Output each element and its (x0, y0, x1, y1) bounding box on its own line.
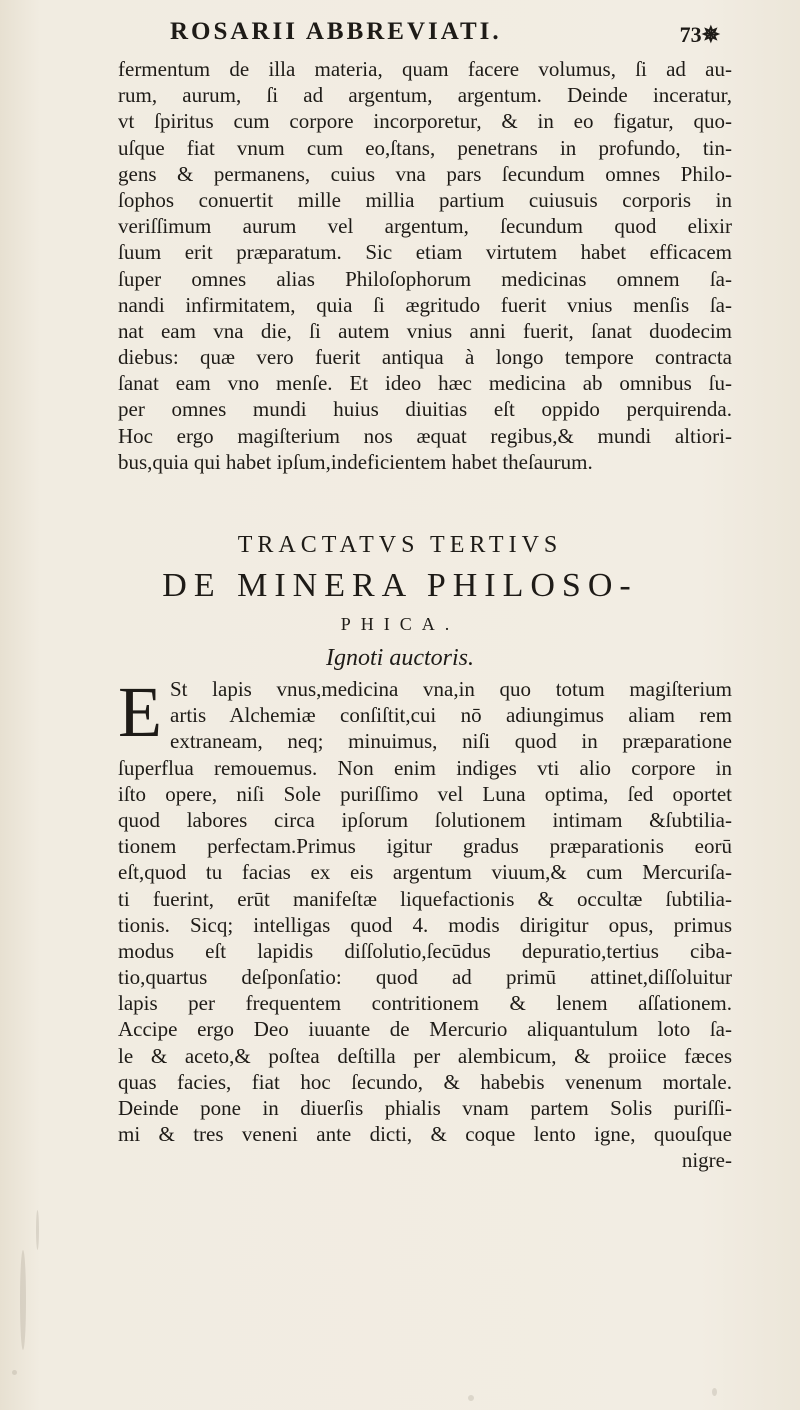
treatise-title: DE MINERA PHILOSO- (162, 567, 638, 604)
text-line: ſuum erit præparatum. Sic etiam virtutem habet efficacem (118, 240, 732, 265)
text-line: iſto opere, niſi Sole puriſſimo vel Luna optima, ſed oportet (118, 781, 732, 806)
paper-stain (20, 1250, 26, 1350)
text-line: tionem perfectam.Primus igitur gradus præparationis eorū (118, 834, 732, 859)
text-line: lapis per frequentem contritionem & lenem aſſationem. (118, 991, 732, 1016)
text-line: extraneam, neq; minuimus, niſi quod in præparatione (170, 729, 732, 754)
text-line: St lapis vnus,medicina vna,in quo totum magiſterium (170, 677, 732, 701)
paper-speck (12, 1370, 17, 1375)
paper-speck (712, 1388, 717, 1396)
paper-stain (36, 1210, 39, 1250)
text-line: ſophos conuertit mille millia partium cuiusuis corporis in (118, 187, 732, 212)
page-number: 73✵ (679, 22, 720, 47)
running-title: ROSARII ABBREVIATI. (170, 18, 502, 45)
text-line: Deinde pone in diuerſis phialis vnam partem Solis puriſſi- (118, 1096, 732, 1120)
text-line: uſque fiat vnum cum eo,ſtans, penetrans in profundo, tin- (118, 135, 732, 160)
text-line: quod labores circa ipſorum ſolutionem intimam &ſubtilia- (118, 807, 732, 832)
text-line: Accipe ergo Deo iuuante de Mercurio aliquantulum loto ſa- (118, 1017, 732, 1042)
text-line: rum, aurum, ſi ad argentum, argentum. Deinde inceratur, (118, 83, 732, 108)
text-line: ſuper omnes alias Philoſophorum medicinas omnem ſa- (118, 266, 732, 291)
text-line: diebus: quæ vero fuerit antiqua à longo tempore contracta (118, 345, 732, 370)
text-line: bus,quia qui habet ipſum,indeficientem habet theſaurum. (118, 449, 593, 474)
text-line: modus eſt lapidis diſſolutio,ſecūdus depuratio,tertius ciba- (118, 938, 732, 963)
text-line: artis Alchemiæ conſiſtit,cui nō adiungimus aliam rem (170, 703, 732, 728)
text-line: tio,quartus deſponſatio: quod ad primū attinet,diſſoluitur (118, 965, 732, 990)
text-line: ſanat eam vno menſe. Et ideo hæc medicina ab omnibus ſu- (118, 371, 732, 396)
paper-speck (468, 1395, 474, 1401)
text-line: per omnes mundi huius diuitias eſt oppido perquirenda. (118, 397, 732, 422)
text-line: fermentum de illa materia, quam facere volumus, ſi ad au- (118, 57, 732, 81)
author-attribution: Ignoti auctoris. (326, 645, 474, 671)
text-line: Hoc ergo magiſterium nos æquat regibus,& mundi altiori- (118, 423, 732, 448)
text-line: quas facies, fiat hoc ſecundo, & habebis venenum mortale. (118, 1069, 732, 1094)
text-line: vt ſpiritus cum corpore incorporetur, & in eo figatur, quo- (118, 109, 732, 134)
running-head (120, 18, 720, 50)
paragraph-1 (118, 56, 732, 475)
text-line: nandi infirmitatem, quia ſi ægritudo fuerit vnius menſis ſa- (118, 292, 732, 317)
drop-capital: E (118, 672, 162, 752)
text-line: mi & tres veneni ante dicti, & coque lento igne, quouſque (118, 1122, 732, 1147)
text-line: ſuperflua remouemus. Non enim indiges vti alio corpore in (118, 755, 732, 780)
text-line: nat eam vna die, ſi autem vnius anni fuerit, ſanat duodecim (118, 318, 732, 343)
text-line: gens & permanens, cuius vna pars ſecundum omnes Philo- (118, 161, 732, 186)
text-line: le & aceto,& poſtea deſtilla per alembicum, & proiice fæces (118, 1043, 732, 1068)
text-line: ti fuerint, erūt manifeſtæ liquefactionis & occultæ ſubtilia- (118, 886, 732, 911)
paragraph-2 (118, 672, 732, 1174)
text-line: tionis. Sicq; intelligas quod 4. modis dirigitur opus, primus (118, 912, 732, 937)
text-line: eſt,quod tu facias ex eis argentum viuum,& cum Mercuriſa- (118, 860, 732, 885)
treatise-heading: TRACTATVS TERTIVS (237, 532, 563, 558)
catchword: nigre- (681, 1148, 732, 1173)
text-line: veriſſimum aurum vel argentum, ſecundum quod elixir (118, 214, 732, 239)
treatise-title-continuation: PHICA. (340, 614, 460, 634)
